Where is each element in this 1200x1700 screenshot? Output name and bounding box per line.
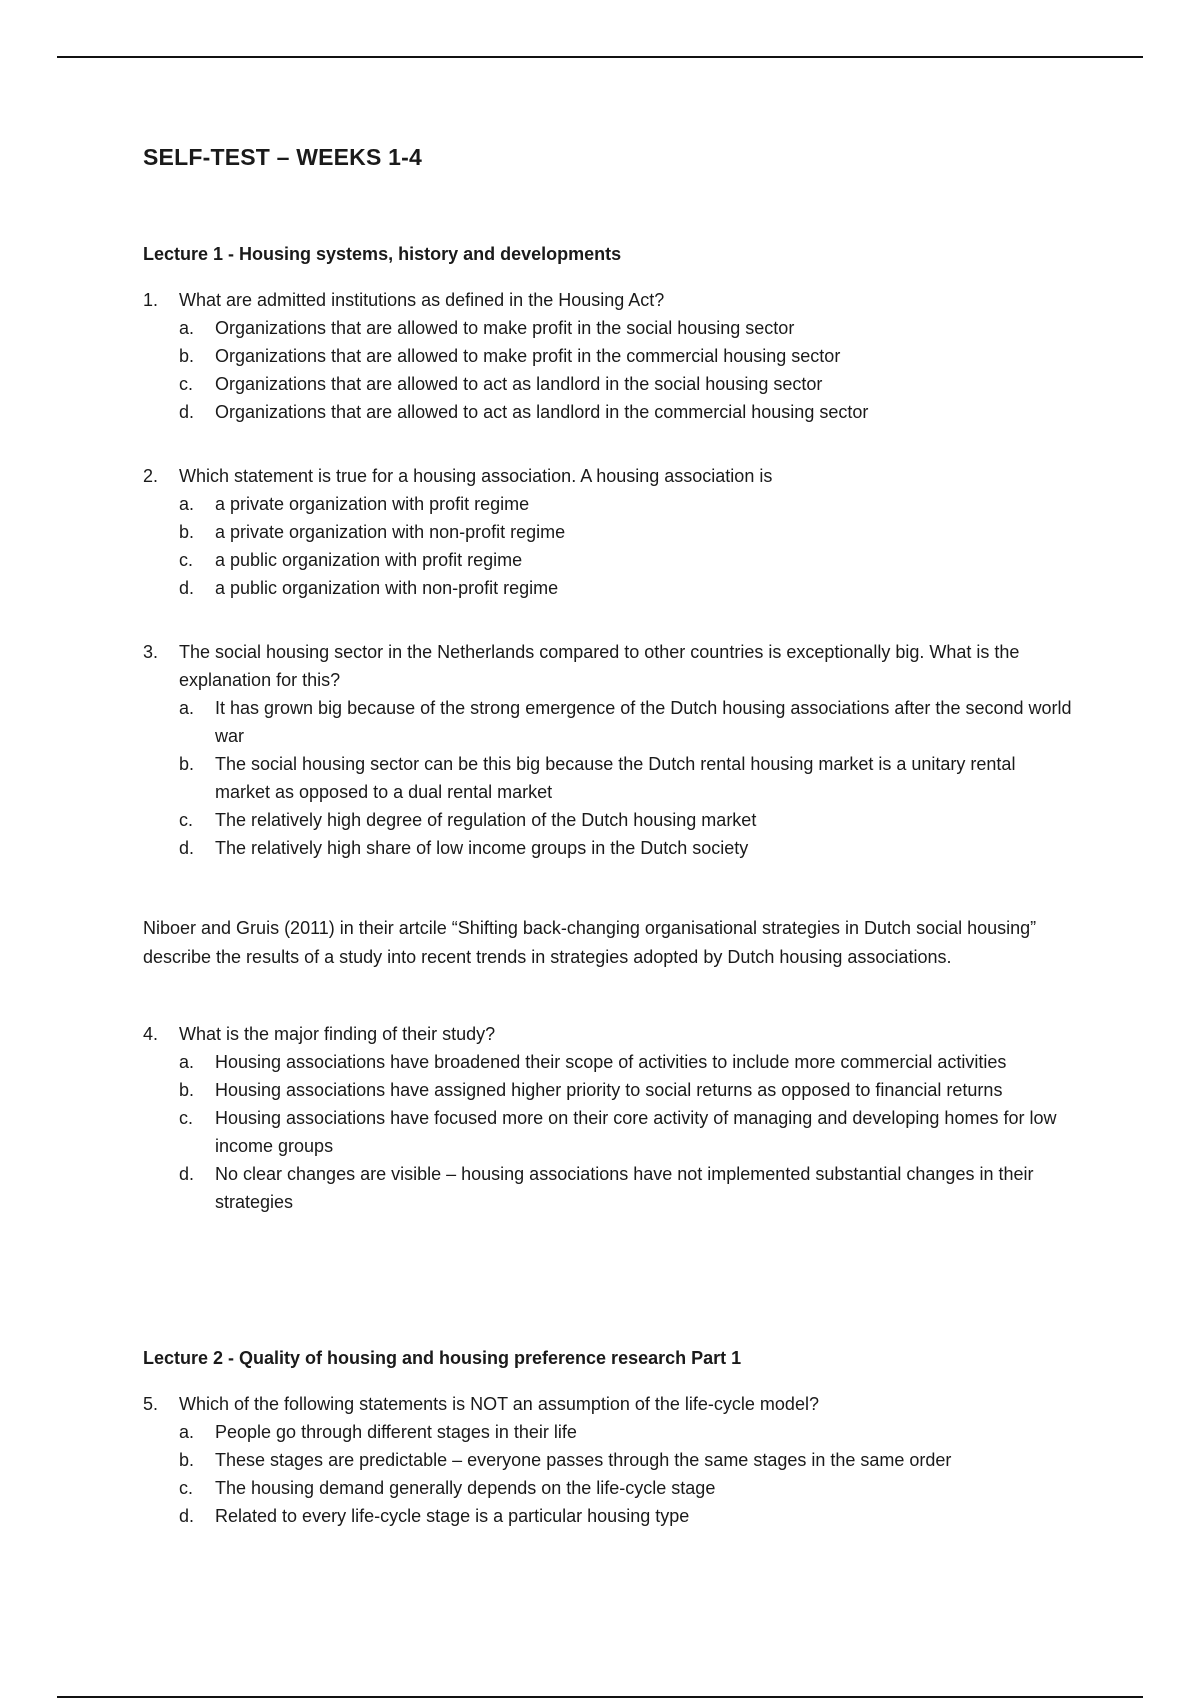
intro-paragraph: Niboer and Gruis (2011) in their artcile “Shifting back-changing organisational strategies in Dutch social housing” describe the results of a study into recent trends in strategies adopted by Dutch housing associations. [143,918,1037,967]
question-text: Which statement is true for a housing association. A housing association is [179,466,773,486]
option-text: Housing associations have focused more on their core activity of managing and developing homes for low income groups [215,1108,1057,1156]
answer-option [179,1446,1073,1474]
answer-option [179,694,1073,750]
option-letter: a. [179,1422,195,1442]
option-letter: a. [179,698,195,718]
answer-option [179,574,1073,602]
option-text: The housing demand generally depends on the life-cycle stage [215,1478,716,1498]
option-letter: c. [179,1478,194,1498]
question-2 [143,462,1073,602]
option-text: Housing associations have assigned higher priority to social returns as opposed to financial returns [215,1080,1003,1100]
option-text: a private organization with non-profit regime [215,522,566,542]
answer-option [179,1418,1073,1446]
question-text: What are admitted institutions as defined in the Housing Act? [179,290,665,310]
answer-option [179,518,1073,546]
question-text: The social housing sector in the Netherlands compared to other countries is exceptionally big. What is the explanation for this? [179,642,1020,690]
answer-option [179,750,1073,806]
option-letter: a. [179,494,195,514]
question-4 [143,1020,1073,1216]
option-text: Organizations that are allowed to act as landlord in the social housing sector [215,374,823,394]
answer-option [179,342,1073,370]
answer-option [179,314,1073,342]
answer-options [143,694,1073,862]
option-letter: d. [179,578,195,598]
option-letter: b. [179,522,195,542]
option-text: Housing associations have broadened their scope of activities to include more commercial activities [215,1052,1007,1072]
question-number: 5. [143,1394,159,1414]
answer-option [179,1104,1073,1160]
answer-options [143,314,1073,426]
option-text: People go through different stages in their life [215,1422,577,1442]
option-text: a public organization with profit regime [215,550,523,570]
question-number: 1. [143,290,159,310]
option-text: Related to every life-cycle stage is a particular housing type [215,1506,690,1526]
option-letter: d. [179,402,195,422]
answer-options [143,490,1073,602]
answer-option [179,1048,1073,1076]
option-text: It has grown big because of the strong emergence of the Dutch housing associations after the second world war [215,698,1072,746]
option-letter: c. [179,374,194,394]
question-text: What is the major finding of their study? [179,1024,496,1044]
answer-option [179,1474,1073,1502]
option-letter: c. [179,550,194,570]
option-letter: b. [179,1080,195,1100]
bottom-rule [57,1696,1143,1698]
option-letter: b. [179,346,195,366]
option-letter: a. [179,318,195,338]
option-text: The relatively high degree of regulation of the Dutch housing market [215,810,757,830]
answer-option [179,398,1073,426]
option-letter: c. [179,1108,194,1128]
option-letter: b. [179,1450,195,1470]
question-5 [143,1390,1073,1530]
option-letter: c. [179,810,194,830]
option-letter: d. [179,838,195,858]
answer-option [179,370,1073,398]
answer-option [179,490,1073,518]
section-heading-lecture-1: Lecture 1 - Housing systems, history and developments [143,244,622,264]
option-letter: d. [179,1164,195,1184]
question-1 [143,286,1073,426]
answer-option [179,1502,1073,1530]
option-letter: b. [179,754,195,774]
option-text: a private organization with profit regime [215,494,530,514]
option-letter: a. [179,1052,195,1072]
document-title: SELF-TEST – WEEKS 1-4 [143,144,422,170]
question-3 [143,638,1073,862]
option-text: The relatively high share of low income groups in the Dutch society [215,838,749,858]
option-text: The social housing sector can be this big because the Dutch rental housing market is a unitary rental market as opposed to a dual rental market [215,754,1016,802]
question-text: Which of the following statements is NOT an assumption of the life-cycle model? [179,1394,819,1414]
option-letter: d. [179,1506,195,1526]
question-number: 3. [143,642,159,662]
option-text: These stages are predictable – everyone passes through the same stages in the same order [215,1450,952,1470]
question-number: 4. [143,1024,159,1044]
option-text: No clear changes are visible – housing associations have not implemented substantial changes in their strategies [215,1164,1034,1212]
option-text: Organizations that are allowed to make profit in the social housing sector [215,318,795,338]
answer-options [143,1418,1073,1530]
answer-option [179,1160,1073,1216]
option-text: Organizations that are allowed to make profit in the commercial housing sector [215,346,841,366]
option-text: a public organization with non-profit regime [215,578,559,598]
section-heading-lecture-2: Lecture 2 - Quality of housing and housing preference research Part 1 [143,1348,742,1368]
option-text: Organizations that are allowed to act as landlord in the commercial housing sector [215,402,869,422]
question-number: 2. [143,466,159,486]
answer-option [179,834,1073,862]
answer-options [143,1048,1073,1216]
answer-option [179,1076,1073,1104]
answer-option [179,546,1073,574]
top-rule [57,56,1143,58]
answer-option [179,806,1073,834]
